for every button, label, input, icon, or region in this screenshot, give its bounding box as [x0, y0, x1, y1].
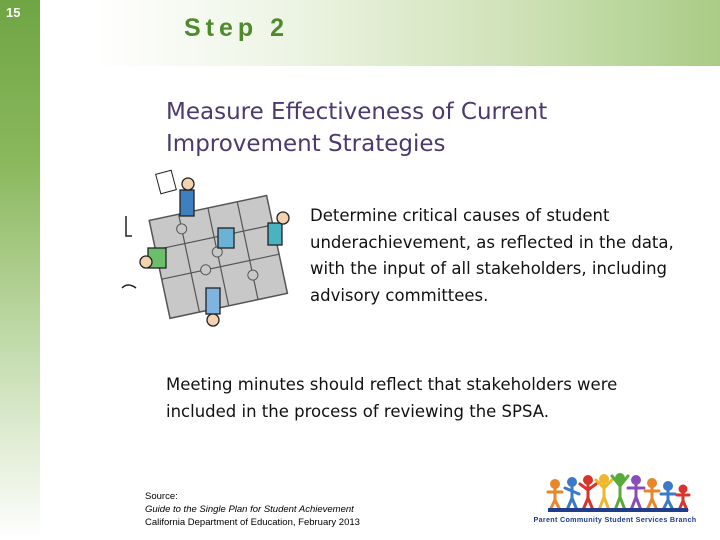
slide-title: Step 2: [184, 14, 290, 42]
source-citation: [145, 490, 360, 529]
body-paragraph-causes: Determine critical causes of student underachievement, as reflected in the data, with the input of all stakeholders, including advisory committees.: [310, 206, 674, 305]
title-banner: [40, 0, 720, 66]
body-paragraph-minutes: Meeting minutes should reflect that stakeholders were included in the process of reviewing the SPSA.: [166, 375, 618, 421]
logo-org-name: Parent Community Student Services Branch: [533, 515, 697, 524]
slide-heading: Measure Effectiveness of Current Improvement Strategies: [166, 99, 548, 157]
slide-number: 15: [6, 5, 21, 20]
puzzle-people-icon: [118, 168, 304, 340]
source-line-1: Guide to the Single Plan for Student Achievement: [145, 504, 354, 515]
source-label: Source:: [145, 491, 178, 502]
left-accent-bar: [0, 0, 40, 540]
source-line-2: California Department of Education, February 2013: [145, 517, 360, 528]
